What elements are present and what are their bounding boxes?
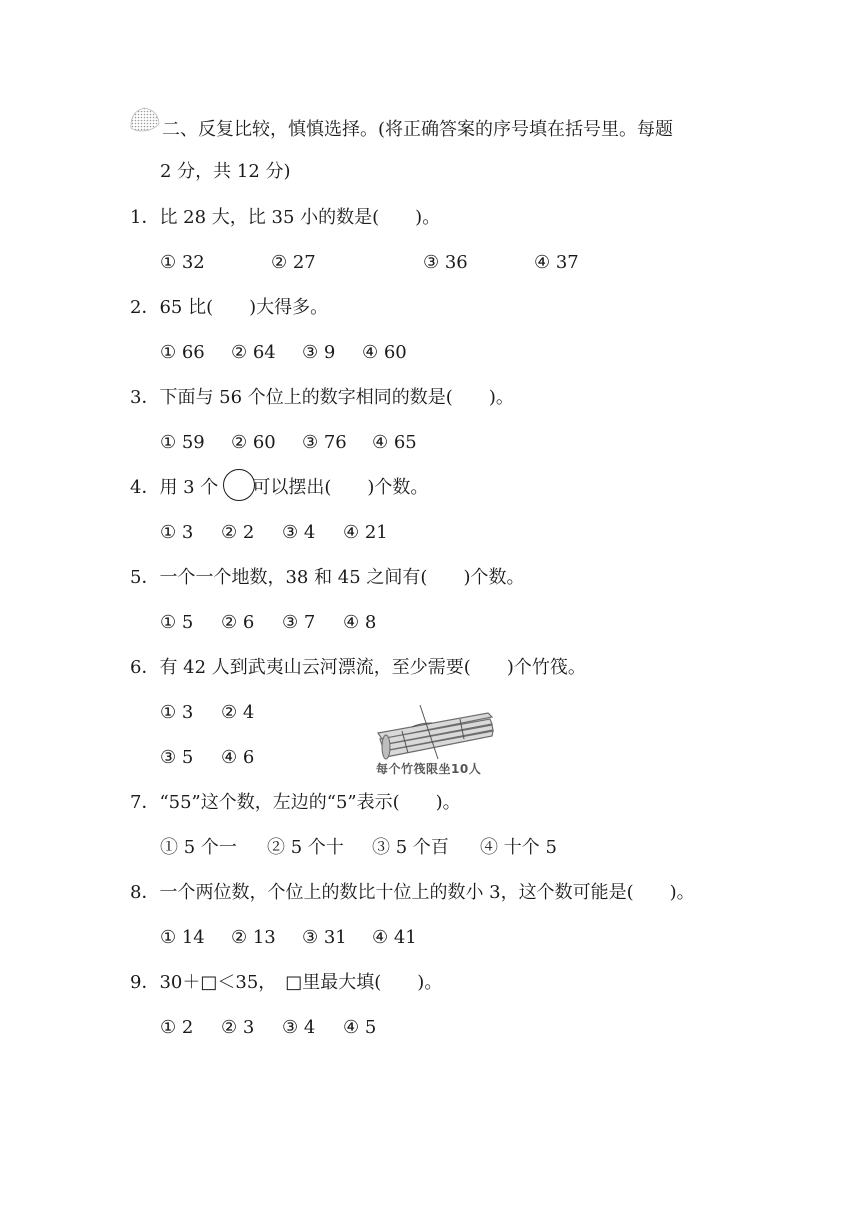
option: ④ 6 bbox=[221, 747, 255, 768]
option: ③ 4 bbox=[282, 522, 316, 543]
question-text: 有 42 人到武夷山云河漂流，至少需要( )个竹筏。 bbox=[159, 657, 586, 678]
option: ② 2 bbox=[221, 522, 255, 543]
question-number: 8． bbox=[130, 882, 160, 903]
option: ④ 5 bbox=[343, 1017, 377, 1038]
option: ③ 7 bbox=[282, 612, 316, 633]
option: ② 64 bbox=[231, 342, 276, 363]
question-number: 3． bbox=[130, 387, 160, 408]
option: ④ 41 bbox=[372, 927, 417, 948]
option: ② 6 bbox=[221, 612, 255, 633]
option: ② 4 bbox=[221, 702, 255, 723]
question-text: 下面与 56 个位上的数字相同的数是( )。 bbox=[159, 387, 514, 408]
option: ① 32 bbox=[160, 252, 205, 273]
question-7 bbox=[130, 791, 461, 815]
option: ① 2 bbox=[160, 1017, 194, 1038]
option: ④ 十个 5 bbox=[480, 837, 557, 858]
option: ③ 76 bbox=[302, 432, 347, 453]
option: ① 66 bbox=[160, 342, 205, 363]
option: ② 60 bbox=[231, 432, 276, 453]
question-number: 9． bbox=[130, 972, 160, 993]
section-title: 二、反复比较，慎慎选择。(将正确答案的序号填在括号里。每题 bbox=[162, 119, 674, 140]
option: ① 59 bbox=[160, 432, 205, 453]
question-number: 7． bbox=[130, 792, 160, 813]
question-text: 30＋□＜35， □里最大填( )。 bbox=[159, 972, 443, 993]
option: ③ 4 bbox=[282, 1017, 316, 1038]
question-2 bbox=[130, 296, 328, 320]
question-1 bbox=[130, 206, 440, 230]
question-text: “55”这个数，左边的“5”表示( )。 bbox=[159, 792, 461, 813]
question-text-before: 用 3 个 bbox=[159, 477, 219, 498]
option: ② 3 bbox=[221, 1017, 255, 1038]
question-8 bbox=[130, 881, 695, 905]
option: ② 27 bbox=[271, 252, 316, 273]
raft-caption: 每个竹筏限坐10人 bbox=[376, 762, 482, 776]
question-number: 6． bbox=[130, 657, 160, 678]
question-text: 65 比( )大得多。 bbox=[159, 297, 329, 318]
question-number: 1． bbox=[130, 207, 160, 228]
circle-icon bbox=[223, 469, 255, 501]
question-5 bbox=[130, 566, 524, 590]
section-title-cont: 2 分，共 12 分) bbox=[160, 161, 291, 182]
option: ① 5 个一 bbox=[160, 837, 237, 858]
option: ① 3 bbox=[160, 522, 194, 543]
option: ④ 8 bbox=[343, 612, 377, 633]
option: ② 13 bbox=[231, 927, 276, 948]
question-4 bbox=[130, 476, 428, 500]
option: ④ 65 bbox=[372, 432, 417, 453]
option: ④ 60 bbox=[362, 342, 407, 363]
option: ③ 9 bbox=[302, 342, 336, 363]
option: ① 3 bbox=[160, 702, 194, 723]
question-number: 5． bbox=[130, 567, 160, 588]
question-number: 4． bbox=[130, 477, 160, 498]
question-text: 一个一个地数，38 和 45 之间有( )个数。 bbox=[159, 567, 525, 588]
question-text: 一个两位数，个位上的数比十位上的数小 3，这个数可能是( )。 bbox=[159, 882, 695, 903]
option: ③ 5 个百 bbox=[372, 837, 449, 858]
option: ② 5 个十 bbox=[267, 837, 344, 858]
question-3 bbox=[130, 386, 514, 410]
option: ③ 31 bbox=[302, 927, 347, 948]
option: ④ 21 bbox=[343, 522, 388, 543]
option: ① 5 bbox=[160, 612, 194, 633]
option: ③ 5 bbox=[160, 747, 194, 768]
option: ① 14 bbox=[160, 927, 205, 948]
option: ③ 36 bbox=[423, 252, 468, 273]
option: ④ 37 bbox=[534, 252, 579, 273]
shell-icon bbox=[128, 104, 162, 134]
question-9 bbox=[130, 971, 442, 995]
question-6 bbox=[130, 656, 586, 680]
question-text-after: 可以摆出( )个数。 bbox=[252, 477, 429, 498]
question-text: 比 28 大，比 35 小的数是( )。 bbox=[159, 207, 441, 228]
question-number: 2． bbox=[130, 297, 160, 318]
